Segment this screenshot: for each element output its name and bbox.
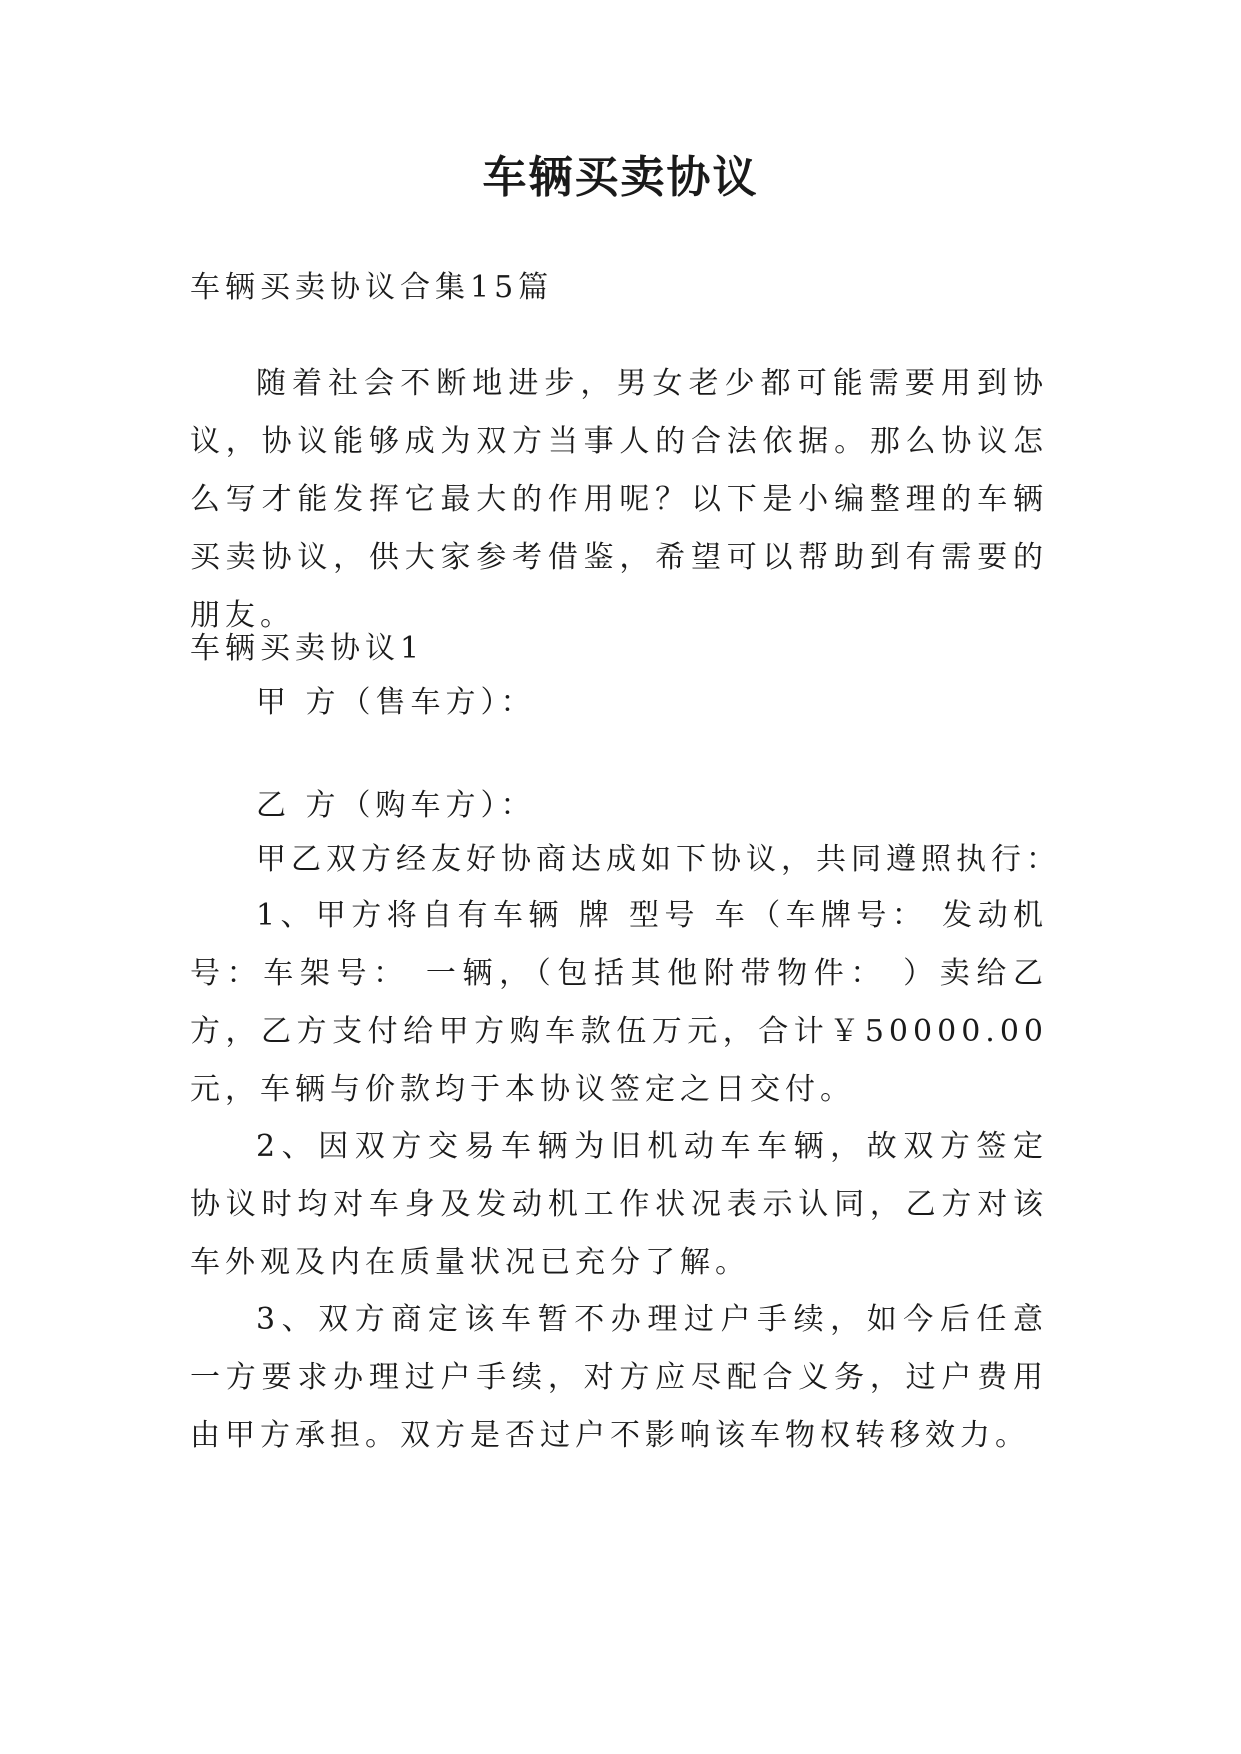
clause-3: 3、双方商定该车暂不办理过户手续，如今后任意一方要求办理过户手续，对方应尽配合义务，过户费用由甲方承担。双方是否过户不影响该车物权转移效力。 (190, 1302, 1048, 1453)
section-heading: 车辆买卖协议1 (190, 631, 425, 666)
intro-paragraph: 随着社会不断地进步，男女老少都可能需要用到协议，协议能够成为双方当事人的合法依据。那么协议怎么写才能发挥它最大的作用呢？以下是小编整理的车辆买卖协议，供大家参考借鉴，希望可以帮助到有需要的朋友。 (190, 366, 1048, 633)
clause-2: 2、因双方交易车辆为旧机动车车辆，故双方签定协议时均对车身及发动机工作状况表示认同，乙方对该车外观及内在质量状况已充分了解。 (190, 1129, 1048, 1280)
document-subtitle: 车辆买卖协议合集15篇 (190, 270, 554, 305)
preamble-line: 甲乙双方经友好协商达成如下协议，共同遵照执行： (256, 842, 1061, 877)
party-b-line: 乙 方（购车方）： (256, 788, 536, 823)
party-a-line: 甲 方（售车方）： (256, 685, 536, 720)
document-title: 车辆买卖协议 (482, 152, 759, 203)
clause-1: 1、甲方将自有车辆 牌 型号 车（车牌号： 发动机号：车架号： 一辆，（包括其他附带物件： ）卖给乙方，乙方支付给甲方购车款伍万元，合计￥50000.00元，车辆与价款均于本协议签定之日交付。 (190, 898, 1048, 1107)
